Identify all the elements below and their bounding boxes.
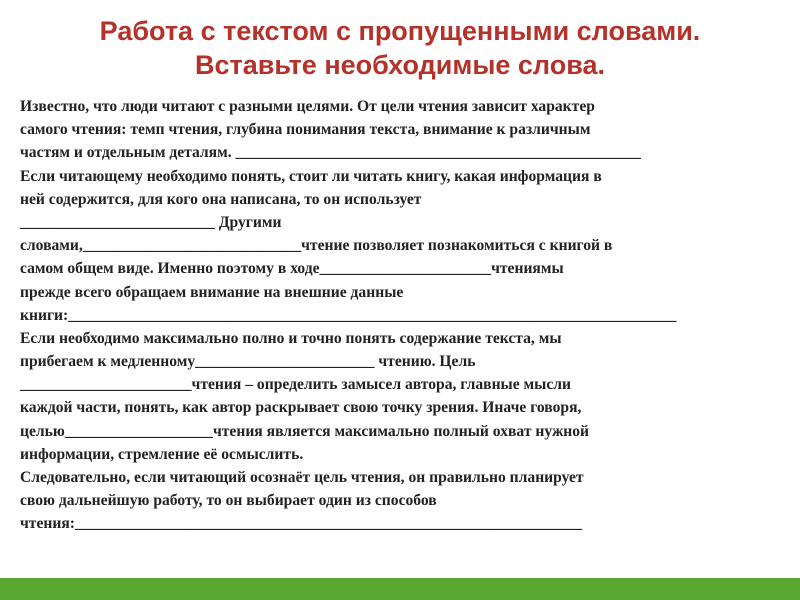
footer-accent-bar [0, 578, 800, 600]
text-line: частям и отдельным деталям. ____________________________________________________ [20, 144, 641, 162]
text-line: целью___________________чтения является максимально полный охват нужной [20, 422, 590, 440]
text-line: _________________________ Другими [20, 213, 282, 231]
slide-title [0, 14, 800, 82]
text-line: Если необходимо максимально полно и точно понять содержание текста, мы [20, 329, 562, 347]
text-line: информации, стремление её осмыслить. [20, 445, 304, 463]
text-line: прибегаем к медленному_______________________ чтению. Цель [20, 353, 476, 371]
title-line-1: Работа с текстом с пропущенными словами. [99, 16, 701, 46]
title-line-2: Вставьте необходимые слова. [195, 50, 605, 80]
text-line: Если читающему необходимо понять, стоит ли читать книгу, какая информация в [20, 167, 602, 185]
text-line: самого чтения: темп чтения, глубина понимания текста, внимание к различным [20, 121, 591, 139]
text-line: самом общем виде. Именно поэтому в ходе______________________чтениямы [20, 260, 564, 278]
text-line: чтения:_________________________________________________________________ [20, 515, 582, 533]
text-line: словами,____________________________чтение позволяет познакомиться с книгой в [20, 237, 613, 255]
text-line: Известно, что люди читают с разными целями. От цели чтения зависит характер [20, 98, 595, 115]
text-line: ______________________чтения – определить замысел автора, главные мысли [20, 376, 571, 394]
text-line: книги:______________________________________________________________________________ [20, 306, 677, 324]
exercise-text [20, 95, 790, 536]
text-line: свою дальнейшую работу, то он выбирает один из способов [20, 492, 437, 510]
text-line: Следовательно, если читающий осознаёт цель чтения, он правильно планирует [20, 469, 584, 486]
text-line: каждой части, понять, как автор раскрывает свою точку зрения. Иначе говоря, [20, 399, 582, 417]
text-line: ней содержится, для кого она написана, то он использует [20, 190, 422, 208]
text-line: прежде всего обращаем внимание на внешние данные [20, 283, 404, 301]
